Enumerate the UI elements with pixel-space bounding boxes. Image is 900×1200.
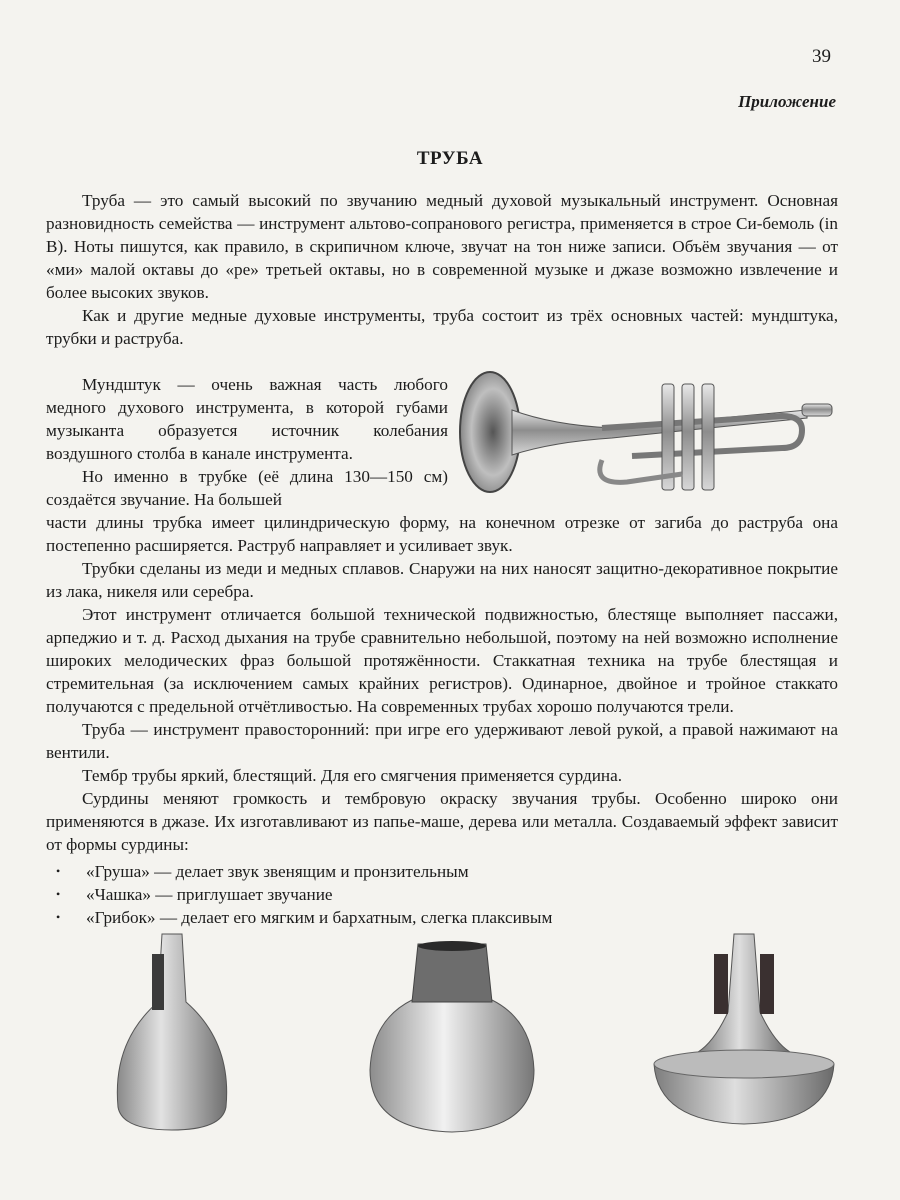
intro-text	[46, 189, 838, 350]
paragraph: Труба — инструмент правосторонний: при игре его удерживают левой рукой, а правой нажимают на вентили.	[46, 720, 838, 762]
list-item: • «Грибок» — делает его мягким и бархатным, слегка плаксивым	[46, 906, 552, 929]
paragraph: Труба — это самый высокий по звучанию медный духовой музыкальный инструмент. Основная разновидность семейства — инструмент альтово-сопранового регистра, применяется в строе Си-бемоль (in B). Ноты пишутся, как правило, в скрипичном ключе, звучат на тон ниже записи. Объём звучания — от «ми» малой октавы до «ре» третьей октавы, но в современной музыке и джазе возможно извлечение и более высоких звуков.	[46, 191, 838, 302]
page-title: ТРУБА	[416, 148, 484, 169]
cork-strip	[152, 954, 164, 1010]
page-number: 39	[812, 46, 831, 67]
pear-mute-image	[102, 932, 242, 1132]
paragraph: Этот инструмент отличается большой технической подвижностью, блестяще выполняет пассажи, арпеджио и т. д. Расход дыхания на трубе сравнительно небольшой, поэтому на ней возможно исполнение широких мелодических фраз большой протяжённости. Стаккатная техника на трубе блестящая и стремительная (за исключением самых крайних регистров). Одинарное, двойное и тройное стаккато получаются с предельной отчётливостью. На современных трубах хорошо получаются трели.	[46, 605, 838, 716]
section-label: Приложение	[738, 92, 836, 111]
trumpet-image	[452, 370, 842, 502]
cup-mute-image	[362, 940, 542, 1136]
cork-strip	[714, 954, 728, 1014]
paragraph: Мундштук — очень важная часть любого медного духового инструмента, в которой губами музыканта образуется источник колебания воздушного столба в канале инструмента.	[46, 375, 448, 463]
paragraph: Сурдины меняют громкость и тембровую окраску звучания трубы. Особенно широко они применяются в джазе. Их изготавливают из папье-маше, дерева или металла. Создаваемый эффект зависит от формы сурдины:	[46, 789, 838, 854]
valve-2	[682, 384, 694, 490]
valve-3	[702, 384, 714, 490]
main-text	[46, 511, 838, 856]
mushroom-mute-image	[650, 932, 838, 1132]
mute-types-list	[46, 860, 552, 929]
paragraph: Трубки сделаны из меди и медных сплавов. Снаружи на них наносят защитно-декоративное покрытие из лака, никеля или серебра.	[46, 559, 838, 601]
cork-strip	[760, 954, 774, 1014]
trumpet-mouthpiece	[802, 404, 832, 416]
paragraph: Тембр трубы яркий, блестящий. Для его смягчения применяется сурдина.	[82, 766, 623, 785]
paragraph: части длины трубка имеет цилиндрическую форму, на конечном отрезке от загиба до раструба она постепенно расширяется. Раструб направляет и усиливает звук.	[46, 513, 838, 555]
paragraph: Как и другие медные духовые инструменты, труба состоит из трёх основных частей: мундштука, трубки и раструба.	[46, 306, 838, 348]
list-item: • «Груша» — делает звук звенящим и пронзительным	[46, 860, 552, 883]
list-item: • «Чашка» — приглушает звучание	[46, 883, 552, 906]
trumpet-bell	[460, 372, 520, 492]
cup-cork-top	[412, 944, 492, 1002]
paragraph: Но именно в трубке (её длина 130—150 см) создаётся звучание. На большей	[46, 467, 448, 509]
